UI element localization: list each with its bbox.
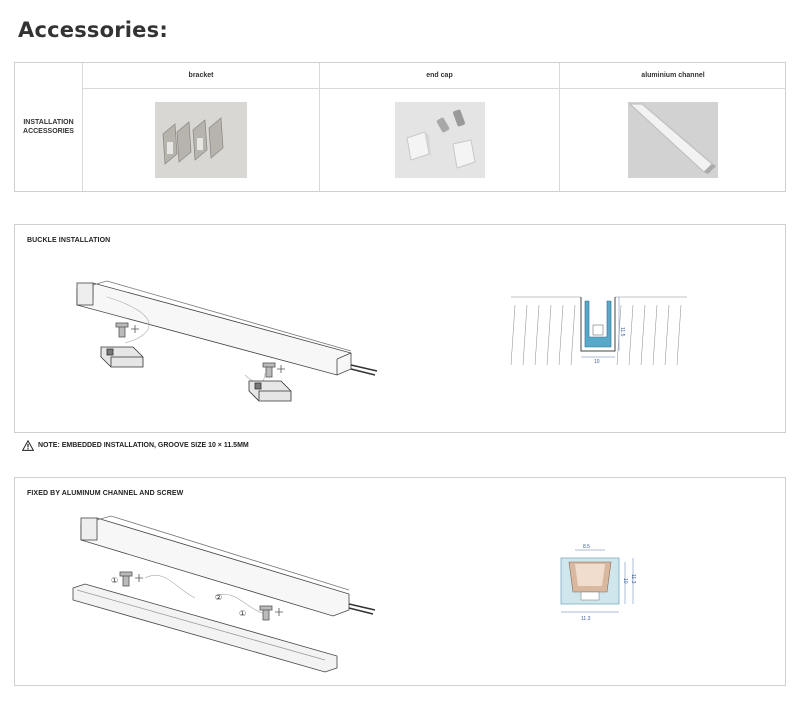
row-label-line1: INSTALLATION	[23, 119, 74, 126]
screw-icon	[116, 323, 139, 337]
groove-width-label: 10	[594, 359, 600, 365]
aluminium-channel-photo	[628, 102, 718, 178]
note-text: NOTE: EMBEDDED INSTALLATION, GROOVE SIZE 10 × 11.5MM	[38, 442, 249, 449]
column-header-end-cap: end cap	[320, 63, 559, 89]
end-cap-photo	[395, 102, 485, 178]
aluminium-channel-cell	[560, 89, 786, 191]
channel-installation-title: FIXED BY ALUMINUM CHANNEL AND SCREW	[27, 490, 184, 497]
profile-inner-height-label: 10	[622, 578, 628, 584]
buckle-installation-diagram	[15, 225, 787, 434]
groove-section-drawing	[511, 297, 687, 371]
bracket-cell	[83, 89, 319, 191]
warning-triangle-icon	[22, 440, 34, 451]
row-label-line2: ACCESSORIES	[23, 128, 74, 135]
profile-outer-height-label: 11.3	[630, 574, 636, 584]
screw-icon	[260, 606, 283, 620]
channel-installation-panel	[14, 477, 786, 686]
step-one-label: ①	[111, 576, 119, 585]
note	[22, 440, 249, 451]
column-header-bracket: bracket	[83, 63, 319, 89]
profile-section-drawing	[561, 544, 636, 622]
profile-top-label: 8.5	[583, 544, 590, 550]
channel-installation-diagram	[15, 478, 787, 687]
step-one-label-2: ①	[239, 609, 247, 618]
step-two-label: ②	[215, 593, 223, 602]
end-cap-cell	[320, 89, 559, 191]
screw-icon	[263, 363, 285, 377]
column-header-aluminium-channel: aluminium channel	[560, 63, 786, 89]
groove-height-label: 11.5	[619, 327, 625, 337]
buckle-installation-panel	[14, 224, 786, 433]
screw-icon	[120, 572, 143, 586]
buckle-installation-title: BUCKLE INSTALLATION	[27, 237, 111, 244]
accessories-table	[14, 62, 786, 192]
profile-bottom-label: 11.3	[581, 616, 591, 622]
bracket-drawing	[249, 381, 291, 401]
row-label	[15, 63, 83, 191]
page-title: Accessories:	[18, 18, 168, 42]
bracket-drawing	[101, 347, 143, 367]
bracket-photo	[155, 102, 247, 178]
